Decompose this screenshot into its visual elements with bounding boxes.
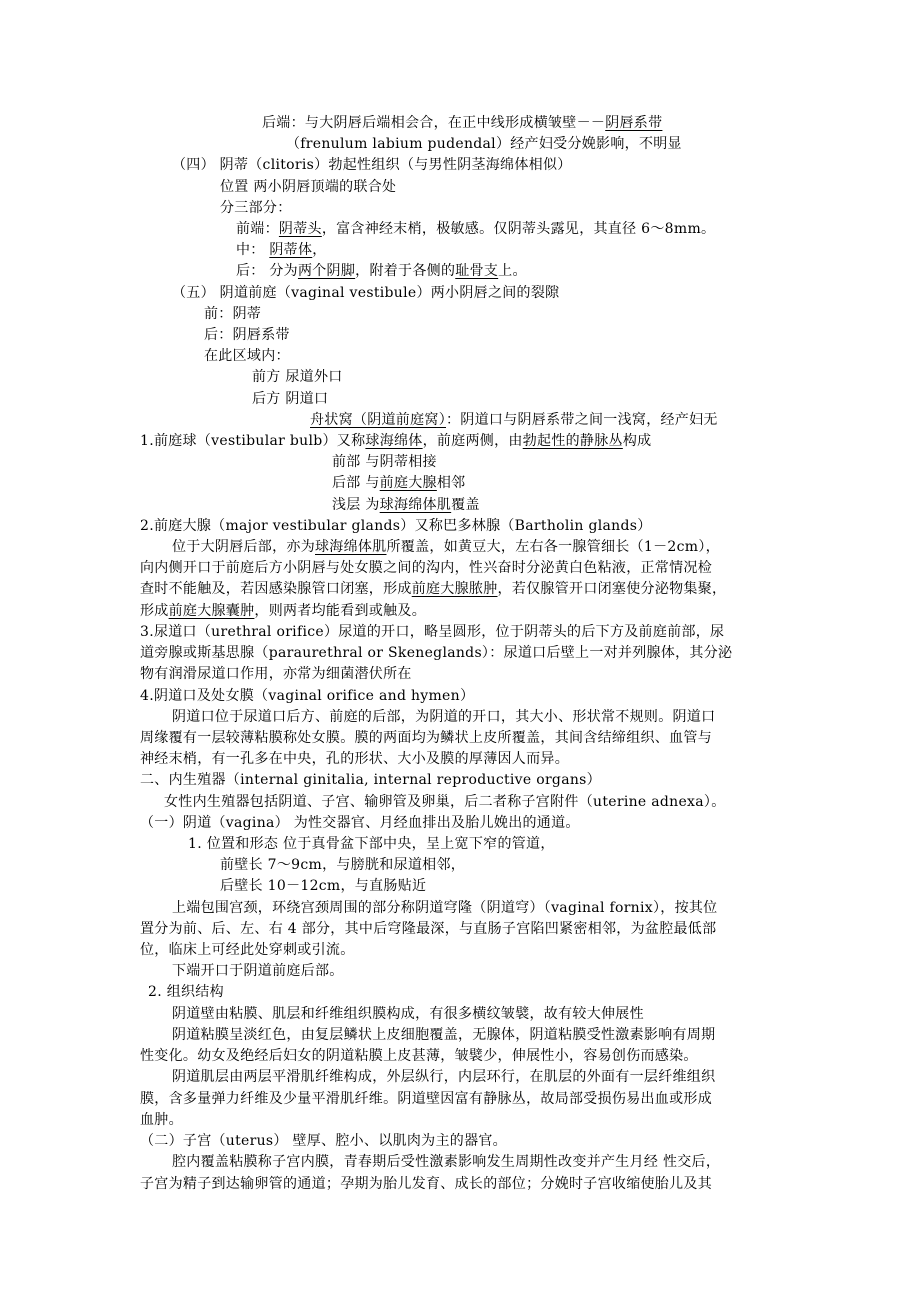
text-line [188,834,555,854]
text-run: 性变化。幼女及绝经后妇女的阴道粘膜上皮甚薄，皱襞少，伸展性小，容易创伤而感染。 [140,1048,698,1064]
underlined-term: 阴蒂体 [269,242,313,258]
text-run: （一）阴道（vagina） 为性交器官、月经血排出及胎儿娩出的通道。 [140,815,580,831]
text-run: ，附着于各侧的 [355,263,456,279]
text-line [140,813,580,833]
text-line [172,1025,715,1045]
text-line [172,898,717,918]
text-line [140,579,726,599]
underlined-term: 耻骨支 [455,263,499,279]
text-line [140,601,426,621]
text-line [172,1152,720,1172]
text-run: 阴道肌层由两层平滑肌纤维构成，外层纵行，内层环行，在肌层的外面有一层纤维组织 [172,1069,716,1085]
text-run: 后：阴唇系带 [204,327,290,343]
text-run: 查时不能触及，若因感染腺管口闭塞，形成 [140,581,412,597]
text-run: 血肿。 [140,1112,183,1128]
text-line [172,1067,715,1087]
text-line [140,940,355,960]
text-run: 1. 位置和形态 位于真骨盆下部中央，呈上宽下窄的管道， [188,836,555,852]
text-line [140,1089,712,1109]
text-line [204,304,261,324]
text-run: （四） 阴蒂（clitoris）勃起性组织（与男性阴茎海绵体相似） [172,157,572,173]
text-line [140,1046,698,1066]
underlined-term: 球海绵体 [365,433,423,449]
text-run: 4.阴道口及处女膜（vaginal orifice and hymen） [140,688,475,704]
text-line [220,855,465,875]
underlined-term: 两个阴脚 [297,263,356,279]
text-run: 2.前庭大腺（major vestibular glands）又称巴多林腺（Bartholin glands） [140,518,652,534]
text-run: 分三部分： [220,200,292,216]
text-line [140,431,651,451]
text-run: 前端： [236,221,279,237]
underlined-term: 阴唇系带 [605,115,663,131]
underlined-term: 阴蒂头 [278,221,322,237]
text-run: 3.尿道口（urethral orifice）尿道的开口，略呈圆形，位于阴蒂头的后下方及前庭前部，尿 [140,624,725,640]
text-run: 前方 尿道外口 [252,369,343,385]
text-line [204,346,290,366]
text-run: 所覆盖，如黄豆大，左右各一腺管细长（1－2cm）， [386,539,720,555]
underlined-term: 球海绵体肌 [315,539,387,555]
text-run: 上端包围宫颈，环绕宫颈周围的部分称阴道穹隆（阴道穹）（vaginal fornix），按其位 [172,900,718,916]
text-line [220,198,292,218]
text-run: 周缘覆有一层较薄粘膜称处女膜。膜的两面均为鳞状上皮所覆盖，其间含结缔组织、血管与 [140,730,712,746]
text-run: 在此区域内： [204,348,290,364]
text-run: ：阴道口与阴唇系带之间一浅窝，经产妇无 [446,412,718,428]
text-run: 上。 [498,263,527,279]
text-line [236,261,527,281]
text-line [172,155,572,175]
text-run: 构成 [622,433,652,449]
text-run: ，前庭两侧，由 [422,433,523,449]
text-run: 阴道口位于尿道口后方、前庭的后部，为阴道的开口，其大小、形状常不规则。阴道口 [172,709,716,725]
text-run: （frenulum labium pudendal）经产妇受分娩影响，不明显 [286,136,682,152]
text-line [148,982,224,1002]
text-run: 形成 [140,603,169,619]
text-run: 位置 两小阴唇顶端的联合处 [220,179,397,195]
text-line [172,283,559,303]
underlined-term: 前庭大腺囊肿 [168,603,255,619]
text-line [252,389,328,409]
text-line [172,537,720,557]
text-line [140,1174,712,1194]
text-run: 向内侧开口于前庭后方小阴唇与处女膜之间的沟内，性兴奋时分泌黄白色粘液，正常情况检 [140,560,712,576]
text-run: 1.前庭球（vestibular bulb）又称 [140,433,366,449]
underlined-term: 球海绵体肌 [379,497,452,513]
text-line [236,240,327,260]
text-run: 膜，含多量弹力纤维及少量平滑肌纤维。阴道壁因富有静脉丛，故局部受损伤易出血或形成 [140,1091,712,1107]
text-line [310,410,718,430]
text-run: 物有润滑尿道口作用，亦常为细菌潜伏所在 [140,666,412,682]
underlined-term: 前庭大腺 [379,475,437,491]
text-line [332,495,480,515]
text-run: 前：阴蒂 [204,306,262,322]
text-run: 神经末梢，有一孔多在中央，孔的形状、大小及膜的厚薄因人而异。 [140,751,569,767]
text-run: 后： 分为 [236,263,298,279]
text-run: 位，临床上可经此处穿刺或引流。 [140,942,355,958]
underlined-term: 前庭大腺脓肿 [411,581,498,597]
text-line [252,367,343,387]
text-line [140,728,712,748]
text-run: （五） 阴道前庭（vaginal vestibule）两小阴唇之间的裂隙 [172,285,560,301]
text-line [332,452,437,472]
text-run: 后方 阴道口 [252,391,329,407]
text-line [140,622,724,642]
underlined-term: 勃起性的静脉丛 [522,433,623,449]
text-run: ， [312,242,327,258]
text-line [172,961,344,981]
text-line [140,686,474,706]
text-run: ，若仅腺管开口闭塞使分泌物集聚， [497,581,727,597]
text-line [140,664,412,684]
text-run: ，富含神经末梢，极敏感。仅阴蒂头露见，其直径 6～8mm。 [321,221,716,237]
text-run: 子宫为精子到达输卵管的通道；孕期为胎儿发育、成长的部位；分娩时子宫收缩使胎儿及其 [140,1176,712,1192]
text-run: （二）子宫（uterus） 壁厚、腔小、以肌肉为主的器官。 [140,1133,507,1149]
text-line [220,876,426,896]
text-line [140,558,712,578]
text-run: 后端：与大阴唇后端相会合，在正中线形成横皱壁－－ [262,115,606,131]
text-run: 浅层 为 [332,497,380,513]
text-line [172,1004,644,1024]
text-run: 二、内生殖器（internal ginitalia, internal reproductive organs） [140,772,601,788]
text-line [332,473,465,493]
text-line [140,919,716,939]
text-run: 下端开口于阴道前庭后部。 [172,963,344,979]
text-run: 阴道粘膜呈淡红色，由复层鳞状上皮细胞覆盖，无腺体，阴道粘膜受性激素影响有周期 [172,1027,716,1043]
text-line [140,1110,183,1130]
text-run: 2. 组织结构 [148,984,224,1000]
text-run: 位于大阴唇后部，亦为 [172,539,315,555]
text-line [140,749,569,769]
text-run: 女性内生殖器包括阴道、子宫、输卵管及卵巢，后二者称子宫附件（uterine adnexa）。 [164,794,726,810]
text-run: 腔内覆盖粘膜称子宫内膜，青春期后受性激素影响发生周期性改变并产生月经 性交后， [172,1154,721,1170]
text-line [140,643,732,663]
text-line [236,219,715,239]
text-line [140,1131,507,1151]
text-run: 置分为前、后、左、右 4 部分，其中后穹隆最深，与直肠子宫陷凹紧密相邻，为盆腔最低部 [140,921,717,937]
text-line [172,707,715,727]
text-run: 中： [236,242,270,258]
text-line [140,770,601,790]
text-run: 覆盖 [451,497,480,513]
text-run: 后部 与 [332,475,380,491]
text-run: ，则两者均能看到或触及。 [254,603,427,619]
text-line [262,113,662,133]
text-run: 相邻 [436,475,466,491]
text-run: 前壁长 7～9cm，与膀胱和尿道相邻， [220,857,466,873]
underlined-term: 舟状窝（阴道前庭窝） [310,412,446,428]
text-line [140,516,652,536]
text-line [164,792,726,812]
text-run: 后壁长 10－12cm，与直肠贴近 [220,878,427,894]
text-line [220,177,396,197]
text-line [204,325,290,345]
text-line [286,134,682,154]
text-run: 阴道壁由粘膜、肌层和纤维组织膜构成，有很多横纹皱襞，故有较大伸展性 [172,1006,644,1022]
text-run: 前部 与阴蒂相接 [332,454,437,470]
text-run: 道旁腺或斯基思腺（paraurethral or Skeneglands）：尿道口后壁上一对并列腺体，其分泌 [140,645,733,661]
